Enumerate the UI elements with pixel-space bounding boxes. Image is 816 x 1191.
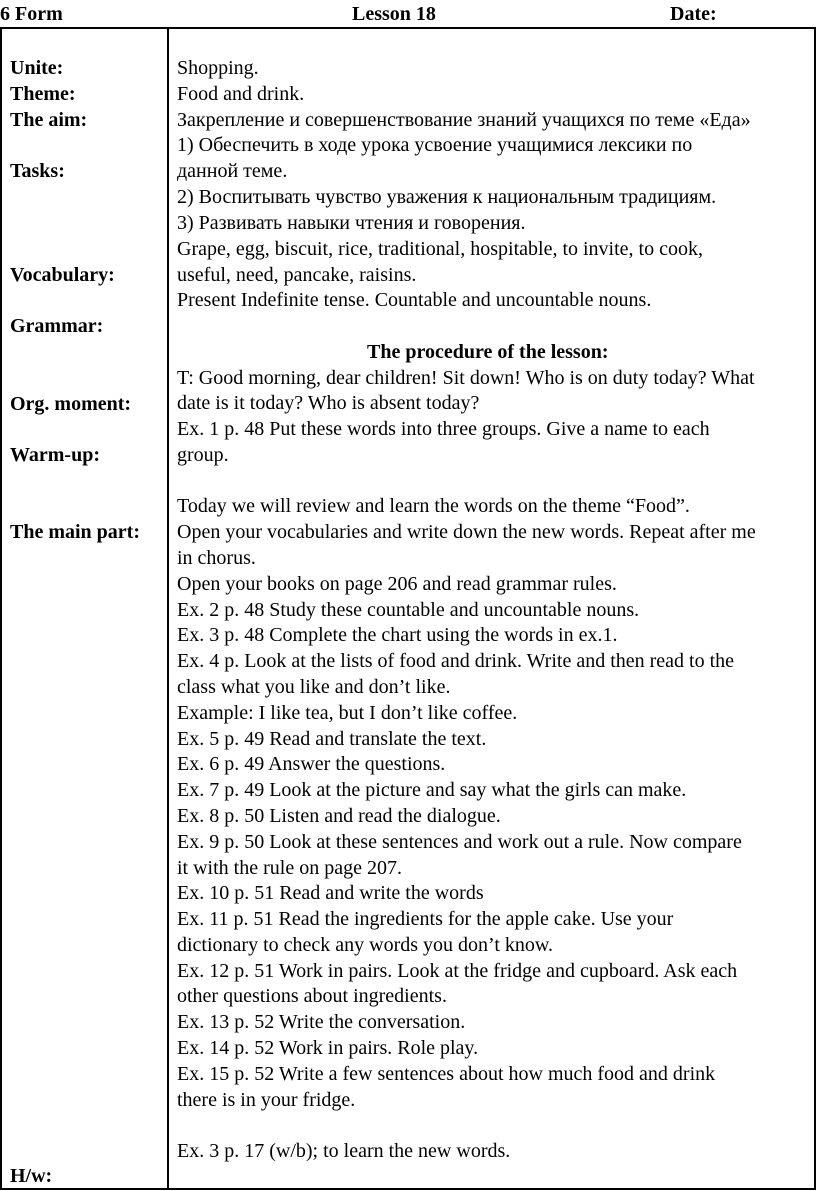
warm-up-line-1: Ex. 1 p. 48 Put these words into three groups. Give a name to each <box>177 418 710 440</box>
date-label: Date: <box>670 3 717 25</box>
main-line: Ex. 2 p. 48 Study these countable and uncountable nouns. <box>177 599 640 621</box>
main-line: Ex. 8 p. 50 Listen and read the dialogue. <box>177 805 501 827</box>
org-moment-line-2: date is it today? Who is absent today? <box>177 392 480 414</box>
main-line: Ex. 15 p. 52 Write a few sentences about how much food and drink <box>177 1063 716 1085</box>
table-left-border <box>0 27 2 1190</box>
label-main-part: The main part: <box>10 521 140 543</box>
main-line: Open your vocabularies and write down the new words. Repeat after me <box>177 521 756 543</box>
main-line: class what you like and don’t like. <box>177 676 451 698</box>
main-line: in chorus. <box>177 547 256 569</box>
theme-text: Food and drink. <box>177 83 305 105</box>
label-tasks: Tasks: <box>10 160 65 182</box>
main-line: Ex. 14 p. 52 Work in pairs. Role play. <box>177 1037 479 1059</box>
main-line: Ex. 3 p. 48 Complete the chart using the words in ex.1. <box>177 624 618 646</box>
main-line: Today we will review and learn the words on the theme “Food”. <box>177 495 690 517</box>
main-line: dictionary to check any words you don’t know. <box>177 934 554 956</box>
main-line: Ex. 4 p. Look at the lists of food and drink. Write and then read to the <box>177 650 735 672</box>
aim-text: Закрепление и совершенствование знаний учащихся по теме «Еда» <box>177 109 751 131</box>
main-line: Ex. 13 p. 52 Write the conversation. <box>177 1011 466 1033</box>
warm-up-line-2: group. <box>177 444 229 466</box>
main-line: Ex. 9 p. 50 Look at these sentences and work out a rule. Now compare <box>177 831 742 853</box>
label-unite: Unite: <box>10 57 64 79</box>
form-label: 6 Form <box>0 3 63 25</box>
procedure-heading: The procedure of the lesson: <box>367 341 609 363</box>
main-line: Open your books on page 206 and read grammar rules. <box>177 573 617 595</box>
org-moment-line-1: T: Good morning, dear children! Sit down! Who is on duty today? What <box>177 367 755 389</box>
grammar-text: Present Indefinite tense. Countable and uncountable nouns. <box>177 289 652 311</box>
main-line: Ex. 6 p. 49 Answer the questions. <box>177 753 446 775</box>
main-line: Ex. 10 p. 51 Read and write the words <box>177 882 484 904</box>
vocabulary-line-2: useful, need, pancake, raisins. <box>177 264 417 286</box>
label-warm-up: Warm-up: <box>10 444 100 466</box>
label-aim: The aim: <box>10 109 88 131</box>
task-3: 3) Развивать навыки чтения и говорения. <box>177 212 526 234</box>
hw-text: Ex. 3 p. 17 (w/b); to learn the new words. <box>177 1140 511 1162</box>
content-column <box>168 27 814 1190</box>
task-2: 2) Воспитывать чувство уважения к национальным традициям. <box>177 186 717 208</box>
main-line: Ex. 5 p. 49 Read and translate the text. <box>177 728 487 750</box>
task-1-line-2: данной теме. <box>177 160 288 182</box>
label-vocabulary: Vocabulary: <box>10 264 115 286</box>
label-hw: H/w: <box>10 1165 53 1187</box>
main-line: Ex. 7 p. 49 Look at the picture and say what the girls can make. <box>177 779 687 801</box>
main-line: Ex. 12 p. 51 Work in pairs. Look at the fridge and cupboard. Ask each <box>177 960 738 982</box>
main-line: other questions about ingredients. <box>177 985 447 1007</box>
label-grammar: Grammar: <box>10 315 104 337</box>
task-1-line-1: 1) Обеспечить в ходе урока усвоение учащимися лексики по <box>177 134 693 156</box>
unite-text: Shopping. <box>177 57 259 79</box>
lesson-title: Lesson 18 <box>352 3 436 25</box>
main-line: there is in your fridge. <box>177 1089 356 1111</box>
label-org-moment: Org. moment: <box>10 393 132 415</box>
main-line: Example: I like tea, but I don’t like coffee. <box>177 702 518 724</box>
main-line: it with the rule on page 207. <box>177 857 402 879</box>
vocabulary-line-1: Grape, egg, biscuit, rice, traditional, hospitable, to invite, to cook, <box>177 238 703 260</box>
label-theme: Theme: <box>10 83 76 105</box>
main-line: Ex. 11 p. 51 Read the ingredients for the apple cake. Use your <box>177 908 674 930</box>
